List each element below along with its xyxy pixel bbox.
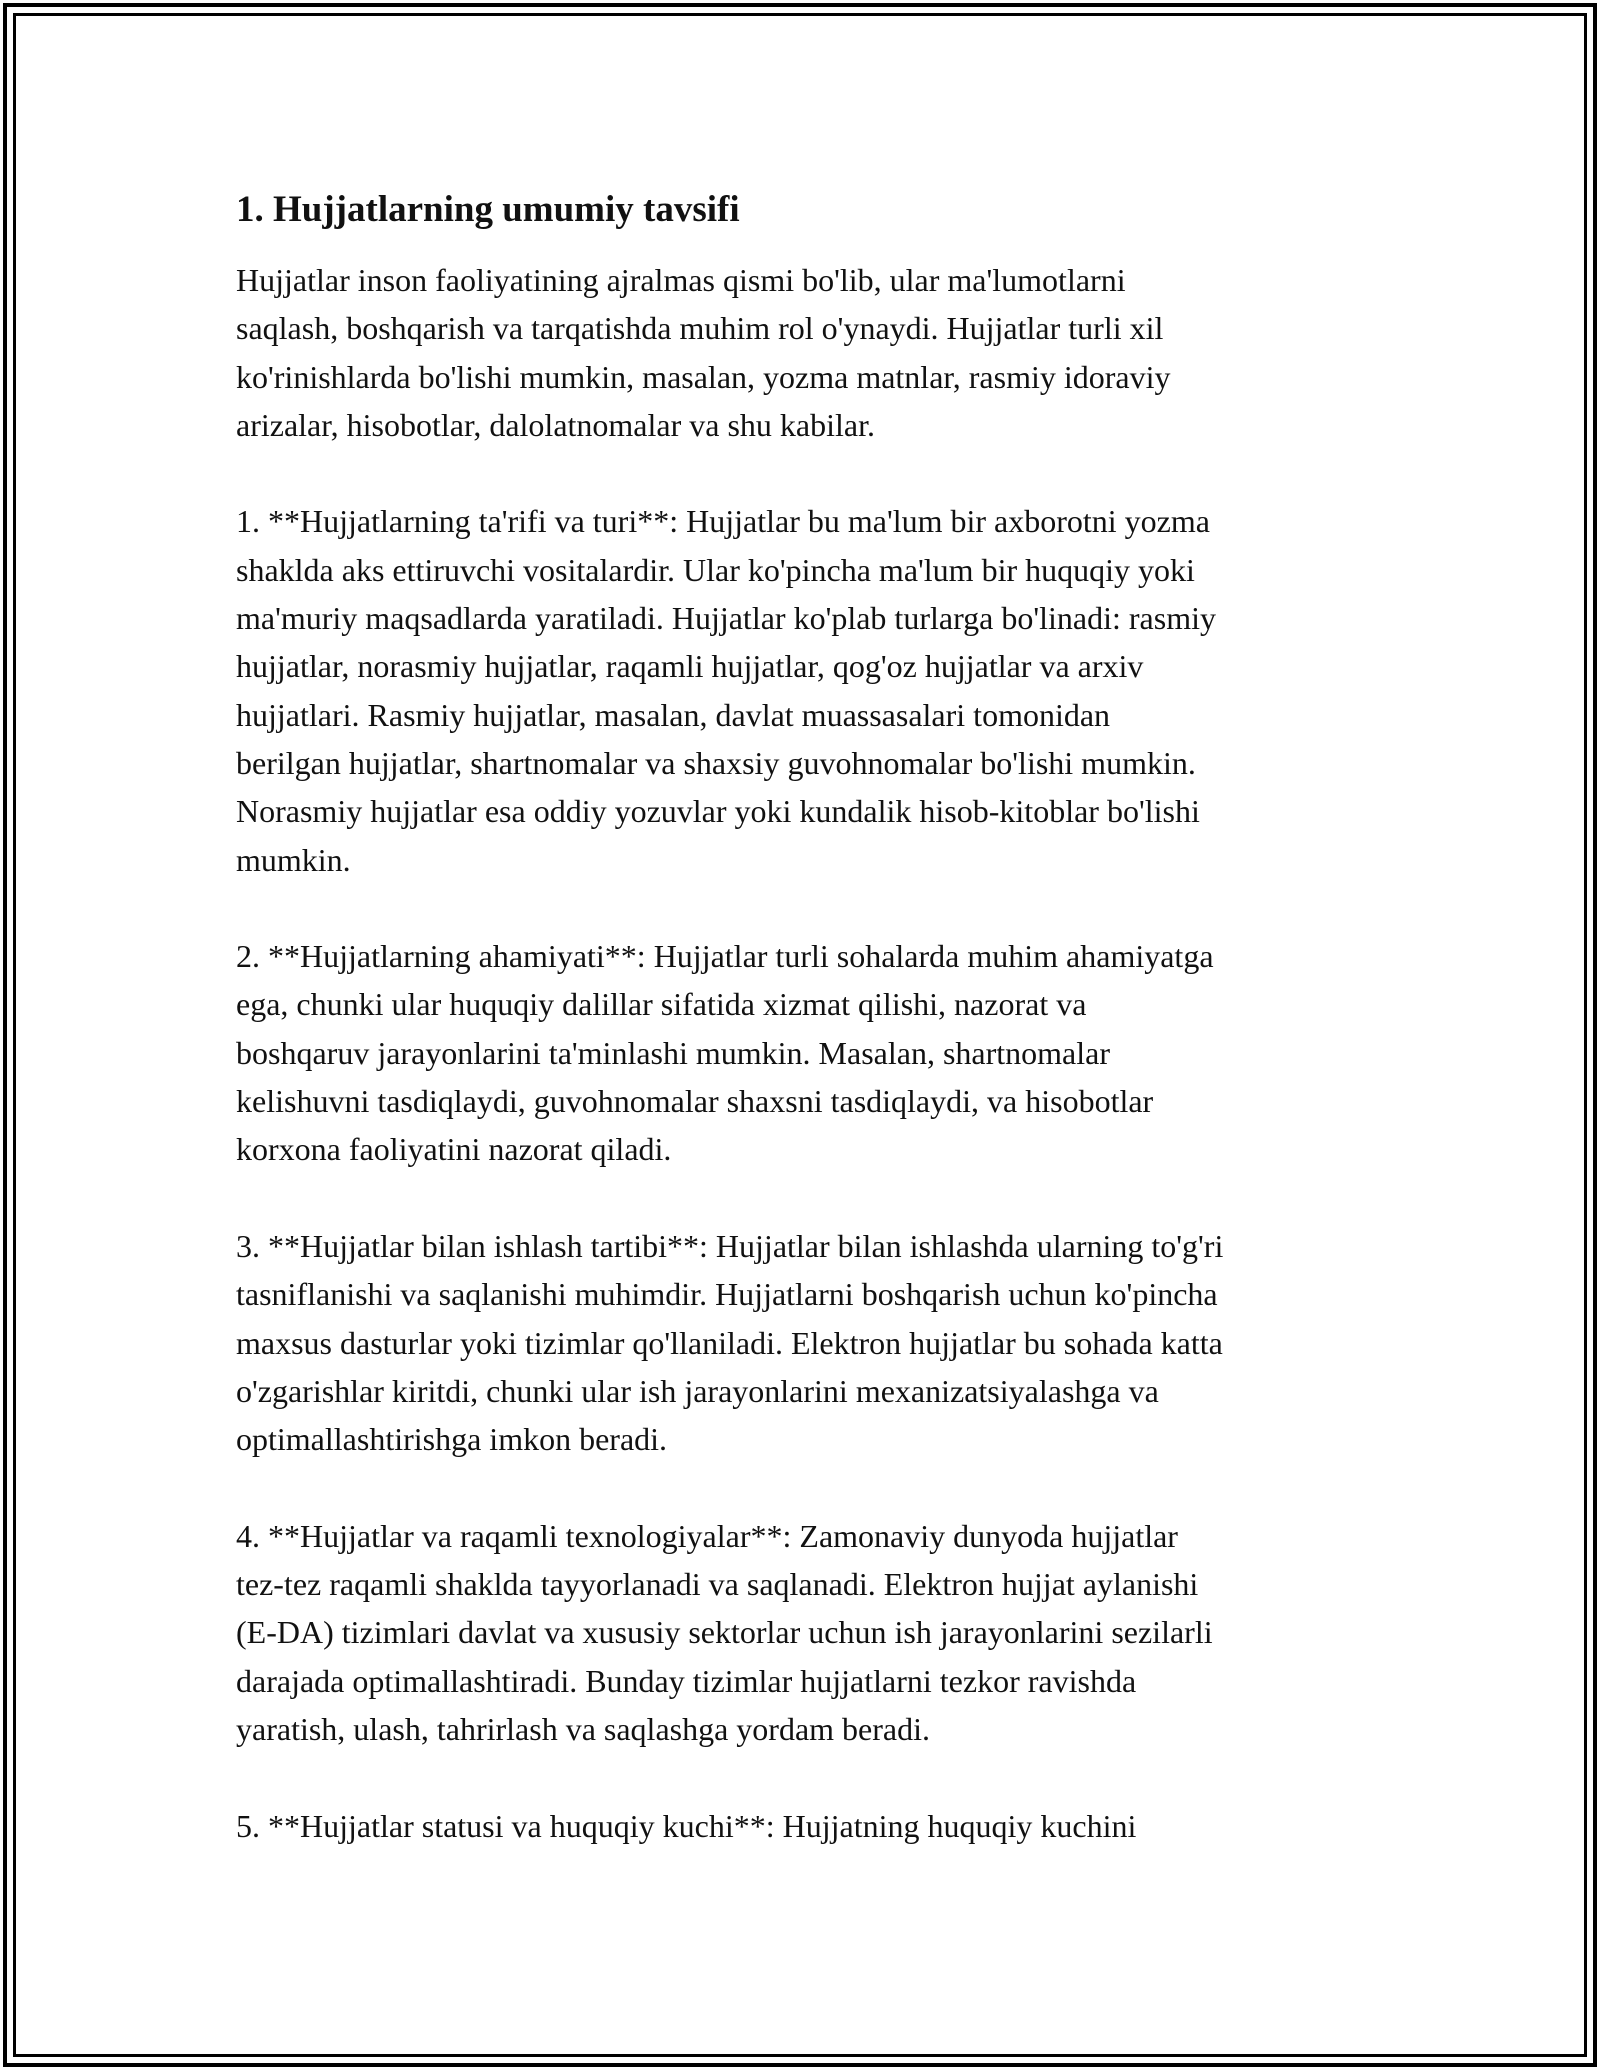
- paragraph-list: [236, 256, 1376, 1850]
- paragraph-line: 1. **Hujjatlarning ta'rifi va turi**: Hujjatlar bu ma'lum bir axborotni yozma: [236, 503, 1210, 540]
- document-title: 1. Hujjatlarning umumiy tavsifi: [236, 189, 740, 230]
- paragraph-line: Hujjatlar inson faoliyatining ajralmas qismi bo'lib, ular ma'lumotlarni: [236, 262, 1126, 298]
- paragraph: [236, 1512, 1376, 1753]
- paragraph: [236, 497, 1376, 883]
- paragraph-line: 5. **Hujjatlar statusi va huquqiy kuchi**: Hujjatning huquqiy kuchini: [236, 1807, 1137, 1844]
- paragraph-line: ega, chunki ular huquqiy dalillar sifatida xizmat qilishi, nazorat va: [236, 986, 1087, 1023]
- paragraph-line: hujjatlari. Rasmiy hujjatlar, masalan, davlat muassasalari tomonidan: [236, 696, 1111, 733]
- paragraph-line: tez-tez raqamli shaklda tayyorlanadi va saqlanadi. Elektron hujjat aylanishi: [236, 1566, 1199, 1603]
- paragraph-line: boshqaruv jarayonlarini ta'minlashi mumkin. Masalan, shartnomalar: [236, 1034, 1110, 1071]
- paragraph-line: mumkin.: [236, 841, 351, 878]
- paragraph-line: berilgan hujjatlar, shartnomalar va shaxsiy guvohnomalar bo'lishi mumkin.: [236, 744, 1196, 781]
- paragraph-line: shaklda aks ettiruvchi vositalardir. Ular ko'pincha ma'lum bir huquqiy yoki: [236, 551, 1195, 588]
- paragraph-line: hujjatlar, norasmiy hujjatlar, raqamli hujjatlar, qog'oz hujjatlar va arxiv: [236, 648, 1144, 685]
- paragraph-line: optimallashtirishga imkon beradi.: [236, 1421, 668, 1458]
- paragraph-line: 3. **Hujjatlar bilan ishlash tartibi**: Hujjatlar bilan ishlashda ularning to'g'ri: [236, 1227, 1224, 1264]
- paragraph-line: korxona faoliyatini nazorat qiladi.: [236, 1131, 672, 1168]
- paragraph-line: kelishuvni tasdiqlaydi, guvohnomalar shaxsni tasdiqlaydi, va hisobotlar: [236, 1083, 1154, 1120]
- document-body: [236, 186, 1376, 1898]
- paragraph: [236, 932, 1376, 1173]
- paragraph-line: yaratish, ulash, tahrirlash va saqlashga yordam beradi.: [236, 1710, 930, 1747]
- paragraph-line: saqlash, boshqarish va tarqatishda muhim rol o'ynaydi. Hujjatlar turli xil: [236, 310, 1164, 347]
- paragraph-line: maxsus dasturlar yoki tizimlar qo'llaniladi. Elektron hujjatlar bu sohada katta: [236, 1324, 1223, 1361]
- paragraph-line: Norasmiy hujjatlar esa oddiy yozuvlar yoki kundalik hisob-kitoblar bo'lishi: [236, 793, 1200, 830]
- paragraph-line: 4. **Hujjatlar va raqamli texnologiyalar**: Zamonaviy dunyoda hujjatlar: [236, 1517, 1178, 1554]
- paragraph-line: arizalar, hisobotlar, dalolatnomalar va shu kabilar.: [236, 406, 875, 443]
- paragraph-line: darajada optimallashtiradi. Bunday tizimlar hujjatlarni tezkor ravishda: [236, 1662, 1137, 1699]
- paragraph-line: ma'muriy maqsadlarda yaratiladi. Hujjatlar ko'plab turlarga bo'linadi: rasmiy: [236, 600, 1216, 637]
- paragraph-line: 2. **Hujjatlarning ahamiyati**: Hujjatlar turli sohalarda muhim ahamiyatga: [236, 938, 1214, 975]
- paragraph: [236, 256, 1376, 449]
- paragraph-line: tasniflanishi va saqlanishi muhimdir. Hujjatlarni boshqarish uchun ko'pincha: [236, 1276, 1218, 1313]
- paragraph-line: (E-DA) tizimlari davlat va xususiy sektorlar uchun ish jarayonlarini sezilarli: [236, 1614, 1213, 1651]
- paragraph-line: o'zgarishlar kiritdi, chunki ular ish jarayonlarini mexanizatsiyalashga va: [236, 1372, 1159, 1409]
- paragraph: [236, 1802, 1376, 1850]
- paragraph: [236, 1222, 1376, 1463]
- paragraph-line: ko'rinishlarda bo'lishi mumkin, masalan, yozma matnlar, rasmiy idoraviy: [236, 358, 1171, 395]
